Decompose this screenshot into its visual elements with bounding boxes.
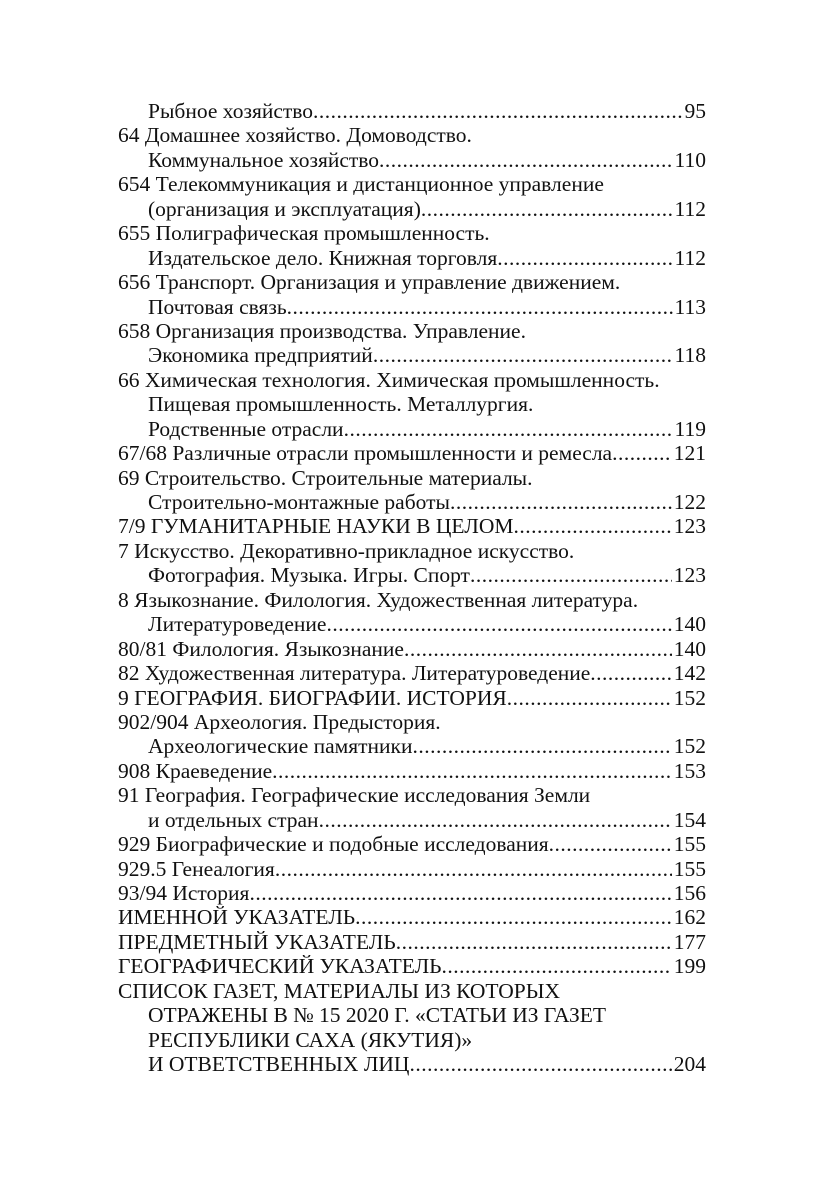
toc-entry[interactable] <box>118 905 706 929</box>
toc-page-number: 152 <box>673 734 706 759</box>
toc-page-number: 154 <box>673 807 706 832</box>
toc-entry-last-line <box>118 514 706 538</box>
toc-entry-last-line <box>118 759 706 783</box>
toc-entry-title: 929.5 Генеалогия <box>118 856 275 881</box>
dot-leader <box>319 808 672 832</box>
toc-entry[interactable] <box>118 637 706 661</box>
toc-entry-title: 7/9 ГУМАНИТАРНЫЕ НАУКИ В ЦЕЛОМ <box>118 514 514 539</box>
toc-entry-line: 654 Телекоммуникация и дистанционное управление <box>118 172 604 197</box>
toc-entry[interactable] <box>118 930 706 954</box>
toc-entry-line: 902/904 Археология. Предыстория. <box>118 709 441 734</box>
dot-leader <box>442 954 672 978</box>
toc-page-number: 121 <box>673 441 706 466</box>
toc-entry[interactable] <box>118 99 706 123</box>
toc-entry-title: 93/94 История <box>118 881 250 905</box>
toc-entry[interactable] <box>118 954 706 978</box>
toc-entry[interactable] <box>118 514 706 538</box>
toc-page-number: 110 <box>674 147 706 172</box>
toc-entry-title: 908 Краеведение <box>118 758 273 783</box>
toc-entry-line: 69 Строительство. Строительные материалы. <box>118 465 533 490</box>
toc-entry-title: (организация и эксплуатация) <box>148 196 421 221</box>
dot-leader <box>404 637 672 661</box>
toc-entry-title: Строительно-монтажные работы <box>148 490 450 514</box>
toc-entry-title: Фотография. Музыка. Игры. Спорт <box>148 563 470 588</box>
toc-entry-last-line <box>118 637 706 661</box>
toc-page-number: 140 <box>673 612 706 637</box>
dot-leader <box>413 734 672 758</box>
toc-entry[interactable] <box>118 123 706 172</box>
toc-entry-title: 67/68 Различные отрасли промышленности и ремесла <box>118 441 613 466</box>
toc-page-number: 155 <box>673 856 706 881</box>
toc-entry-last-line <box>118 295 706 319</box>
toc-entry-last-line <box>118 808 706 832</box>
toc-entry-title: Родственные отрасли <box>148 416 344 441</box>
dot-leader <box>344 417 673 441</box>
toc-entry[interactable] <box>118 588 706 637</box>
toc-entry-line: Пищевая промышленность. Металлургия. <box>148 392 534 417</box>
toc-entry[interactable] <box>118 857 706 881</box>
toc-entry-last-line <box>118 905 706 929</box>
table-of-contents <box>118 99 706 1077</box>
toc-entry-title: 80/81 Филология. Языкознание <box>118 636 404 661</box>
toc-page-number: 156 <box>673 881 706 905</box>
toc-page-number: 119 <box>674 416 706 441</box>
toc-entry-title: Литературоведение <box>148 612 327 637</box>
toc-entry-line: СПИСОК ГАЗЕТ, МАТЕРИАЛЫ ИЗ КОТОРЫХ <box>118 978 561 1003</box>
toc-entry-line: 656 Транспорт. Организация и управление движением. <box>118 270 621 295</box>
toc-entry-last-line <box>118 954 706 978</box>
dot-leader <box>590 661 671 685</box>
toc-page-number: 123 <box>673 514 706 539</box>
toc-entry-title: Издательское дело. Книжная торговля <box>148 245 498 270</box>
toc-page-number: 204 <box>673 1052 706 1077</box>
toc-page-number: 112 <box>674 245 706 270</box>
toc-entry[interactable] <box>118 368 706 441</box>
toc-entry-last-line <box>118 686 706 710</box>
toc-entry[interactable] <box>118 710 706 759</box>
toc-entry-line: РЕСПУБЛИКИ САХА (ЯКУТИЯ)» <box>148 1027 473 1052</box>
dot-leader <box>313 99 682 123</box>
toc-entry[interactable] <box>118 979 706 1077</box>
toc-page-number: 122 <box>673 490 706 514</box>
toc-entry-last-line <box>118 99 706 123</box>
toc-entry-last-line <box>118 246 706 270</box>
toc-entry[interactable] <box>118 270 706 319</box>
toc-entry-title: ГЕОГРАФИЧЕСКИЙ УКАЗАТЕЛЬ <box>118 954 442 979</box>
toc-page-number: 142 <box>673 661 706 686</box>
toc-entry-line: 655 Полиграфическая промышленность. <box>118 221 490 246</box>
dot-leader <box>379 148 673 172</box>
toc-entry-last-line <box>118 930 706 954</box>
dot-leader <box>612 441 672 465</box>
toc-entry[interactable] <box>118 661 706 685</box>
toc-entry-last-line <box>118 734 706 758</box>
toc-page-number: 118 <box>674 343 706 368</box>
toc-entry-title: И ОТВЕТСТВЕННЫХ ЛИЦ <box>148 1052 410 1077</box>
toc-entry[interactable] <box>118 221 706 270</box>
toc-entry-last-line <box>118 857 706 881</box>
toc-entry-title: 82 Художественная литература. Литературоведение <box>118 661 591 686</box>
toc-entry-title: 929 Биографические и подобные исследования <box>118 832 549 857</box>
toc-entry-title: и отдельных стран <box>148 807 319 832</box>
toc-entry-title: Экономика предприятий <box>148 343 373 368</box>
dot-leader <box>287 295 673 319</box>
toc-entry-title: 9 ГЕОГРАФИЯ. БИОГРАФИИ. ИСТОРИЯ <box>118 685 507 710</box>
toc-page-number: 177 <box>673 929 706 954</box>
toc-entry-last-line <box>118 1052 706 1076</box>
dot-leader <box>396 930 672 954</box>
toc-entry[interactable] <box>118 539 706 588</box>
toc-entry[interactable] <box>118 686 706 710</box>
toc-entry-line: 64 Домашнее хозяйство. Домоводство. <box>118 123 472 148</box>
dot-leader <box>249 881 671 905</box>
toc-page-number: 155 <box>673 832 706 857</box>
dot-leader <box>272 759 672 783</box>
toc-entry-line: 7 Искусство. Декоративно-прикладное искусство. <box>118 538 575 563</box>
toc-entry-last-line <box>118 441 706 465</box>
toc-entry-title: Почтовая связь <box>148 294 287 319</box>
toc-entry-line: ОТРАЖЕНЫ В № 15 2020 Г. «СТАТЬИ ИЗ ГАЗЕТ <box>148 1003 607 1028</box>
toc-page-number: 199 <box>673 954 706 979</box>
dot-leader <box>373 343 673 367</box>
toc-page-number: 162 <box>673 905 706 930</box>
toc-entry-line: 658 Организация производства. Управление. <box>118 318 526 343</box>
toc-entry[interactable] <box>118 759 706 783</box>
toc-entry-title: Коммунальное хозяйство <box>148 147 380 172</box>
toc-page-number: 112 <box>674 196 706 221</box>
dot-leader <box>497 246 672 270</box>
toc-entry[interactable] <box>118 881 706 905</box>
toc-entry[interactable] <box>118 172 706 221</box>
toc-page-number: 153 <box>673 758 706 783</box>
toc-page-number: 113 <box>674 294 706 319</box>
toc-page-number: 140 <box>673 636 706 661</box>
toc-entry[interactable] <box>118 466 706 515</box>
dot-leader <box>355 905 672 929</box>
toc-entry-line: 8 Языкознание. Филология. Художественная литература. <box>118 587 639 612</box>
toc-entry-title: Археологические памятники <box>148 734 413 759</box>
dot-leader <box>421 197 673 221</box>
toc-entry[interactable] <box>118 441 706 465</box>
toc-entry-last-line <box>118 881 706 905</box>
toc-entry-title: Рыбное хозяйство <box>148 99 314 123</box>
toc-entry-line: 66 Химическая технология. Химическая промышленность. <box>118 367 660 392</box>
toc-entry[interactable] <box>118 319 706 368</box>
dot-leader <box>470 563 672 587</box>
toc-entry-title: ПРЕДМЕТНЫЙ УКАЗАТЕЛЬ <box>118 929 396 954</box>
dot-leader <box>450 490 672 514</box>
toc-entry-title: ИМЕННОЙ УКАЗАТЕЛЬ <box>118 905 356 930</box>
toc-entry-last-line <box>118 148 706 172</box>
toc-entry-last-line <box>118 417 706 441</box>
toc-page-number: 152 <box>673 685 706 710</box>
dot-leader <box>409 1052 671 1076</box>
toc-entry-last-line <box>118 612 706 636</box>
toc-entry-last-line <box>118 661 706 685</box>
toc-entry[interactable] <box>118 832 706 856</box>
toc-entry[interactable] <box>118 783 706 832</box>
dot-leader <box>275 857 672 881</box>
toc-entry-last-line <box>118 563 706 587</box>
toc-entry-last-line <box>118 490 706 514</box>
dot-leader <box>326 612 671 636</box>
toc-entry-last-line <box>118 197 706 221</box>
toc-page-number: 123 <box>673 563 706 588</box>
dot-leader <box>513 514 671 538</box>
toc-page-number: 95 <box>684 99 706 123</box>
toc-entry-last-line <box>118 343 706 367</box>
toc-entry-last-line <box>118 832 706 856</box>
dot-leader <box>507 686 672 710</box>
toc-entry-line: 91 География. Географические исследования Земли <box>118 783 591 808</box>
dot-leader <box>549 832 672 856</box>
